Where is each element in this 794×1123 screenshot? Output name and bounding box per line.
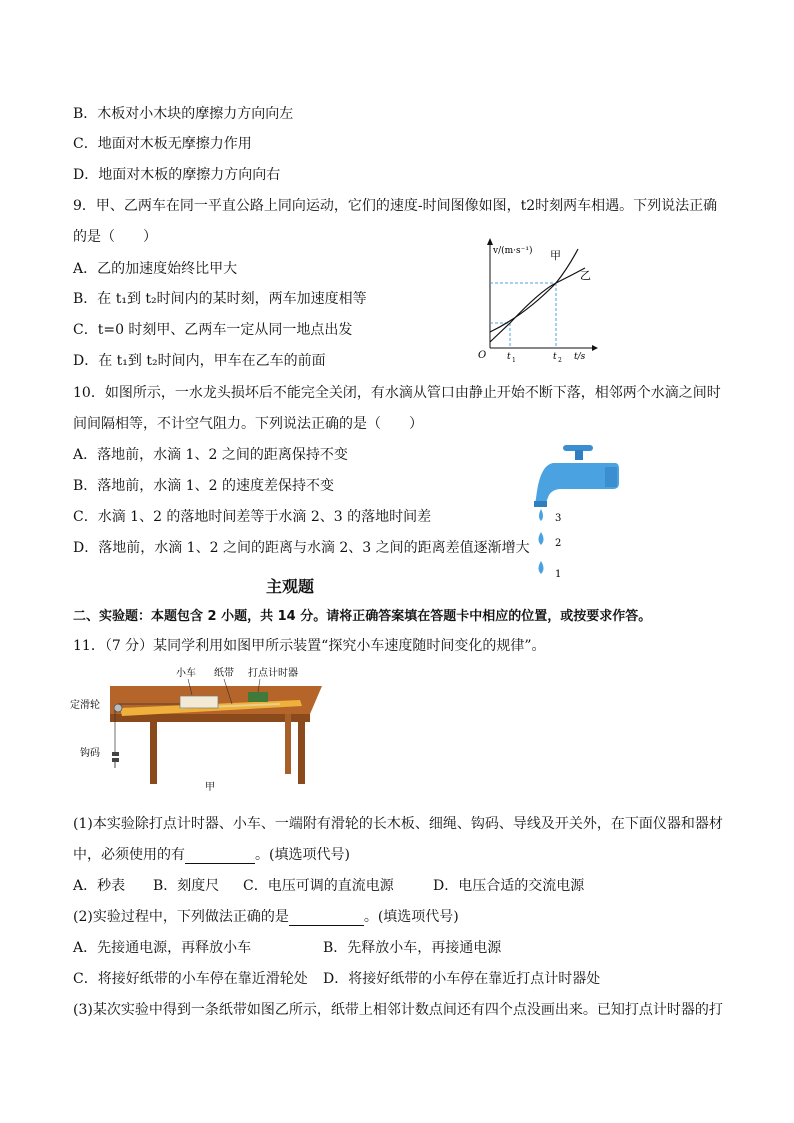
- drop-2-icon: [539, 532, 544, 545]
- section-title: 主观题: [266, 577, 315, 596]
- q10-stem-line1: 10．如图所示，一水龙头损坏后不能完全关闭，有水滴从管口由静止开始不断下落，相邻两个水滴之间时: [73, 385, 721, 401]
- q11-p1-options: [73, 877, 584, 895]
- origin-label: O: [478, 350, 487, 361]
- q10-option-d: D．落地前，水滴 1、2 之间的距离与水滴 2、3 之间的距离差值逐渐增大: [73, 540, 530, 556]
- faucet-figure: [525, 443, 625, 583]
- p2-option-d: D．将接好纸带的小车停在靠近打点计时器处: [323, 971, 601, 987]
- curve-yi: [490, 268, 585, 342]
- label-weight: 钩码: [80, 748, 100, 759]
- section-header: 二、实验题：本题包含 2 小题，共 14 分。请将正确答案填在答题卡中相应的位置，或按要求作答。: [73, 609, 652, 624]
- q8-option-b: B．木板对小木块的摩擦力方向向左: [73, 106, 294, 122]
- q11-p3: (3)某次实验中得到一条纸带如图乙所示，纸带上相邻计数点间还有四个点没画出来。已知打点计时器的打: [73, 1002, 723, 1018]
- label-car: 小车: [176, 668, 196, 679]
- answer-blank-2[interactable]: [289, 911, 364, 926]
- drop-3-icon: [539, 509, 543, 521]
- label-timer: 打点计时器: [248, 668, 298, 679]
- label-tape: 纸带: [214, 668, 234, 679]
- p2-option-b: B．先释放小车，再接通电源: [323, 940, 502, 956]
- label-jia: 甲: [550, 249, 561, 262]
- q9-option-d: D．在 t₁到 t₂时间内，甲车在乙车的前面: [73, 353, 326, 369]
- q11-p1-line2b: 。(填选项代号): [255, 847, 350, 863]
- curve-jia: [490, 249, 578, 332]
- q9-vt-graph: [470, 235, 600, 365]
- q11-p2-options-ab: [73, 939, 501, 957]
- drop-2-label: 2: [555, 538, 562, 549]
- x-axis-label: t/s: [574, 352, 586, 362]
- q11-apparatus-figure: [70, 664, 330, 796]
- q11-p1-line1: (1)本实验除打点计时器、小车、一端附有滑轮的长木板、细绳、钩码、导线及开关外，在下面仪器和器材: [73, 816, 723, 832]
- q11-p1-line2: [73, 846, 350, 864]
- drop-1-icon: [539, 561, 544, 574]
- drop-3-label: 3: [555, 513, 562, 524]
- q10-option-b: B．落地前，水滴 1、2 的速度差保持不变: [73, 478, 335, 494]
- label-pulley: 定滑轮: [70, 700, 100, 711]
- drop-1-label: 1: [555, 569, 562, 580]
- t2-sub: 2: [558, 357, 562, 364]
- q11-stem: 11．（7 分）某同学利用如图甲所示装置“探究小车速度随时间变化的规律”。: [73, 638, 546, 654]
- p1-option-c: C．电压可调的直流电源: [243, 878, 394, 894]
- p1-option-b: B．刻度尺: [153, 878, 220, 894]
- label-yi: 乙: [580, 269, 591, 282]
- answer-blank-1[interactable]: [185, 849, 255, 864]
- figure-caption: 甲: [205, 782, 215, 793]
- q9-option-b: B．在 t₁到 t₂时间内的某时刻，两车加速度相等: [73, 291, 367, 307]
- t1-label: t: [507, 352, 511, 362]
- q10-stem-line2: 间间隔相等，不计空气阻力。下列说法正确的是（ ）: [73, 416, 423, 432]
- q10-option-a: A．落地前，水滴 1、2 之间的距离保持不变: [73, 447, 348, 463]
- t1-sub: 1: [512, 357, 516, 364]
- q11-p2-options-cd: [73, 970, 600, 988]
- q8-option-c: C．地面对木板无摩擦力作用: [73, 136, 252, 152]
- p1-option-a: A．秒表: [73, 878, 126, 894]
- q9-option-a: A．乙的加速度始终比甲大: [73, 261, 238, 277]
- q9-option-c: C．t=0 时刻甲、乙两车一定从同一地点出发: [73, 322, 353, 338]
- q11-p2b: 。(填选项代号): [363, 909, 459, 925]
- q9-stem-line2: 的是（ ）: [73, 229, 157, 245]
- q11-p2: [73, 908, 459, 926]
- p1-option-d: D．电压合适的交流电源: [433, 878, 585, 894]
- y-axis-label: v/(m·s⁻¹): [493, 246, 533, 256]
- q9-stem-line1: 9．甲、乙两车在同一平直公路上同向运动，它们的速度-时间图像如图，t2时刻两车相遇。下列说法正确: [73, 198, 718, 214]
- q11-p1-line2a: 中，必须使用的有: [73, 847, 185, 863]
- p2-option-c: C．将接好纸带的小车停在靠近滑轮处: [73, 971, 308, 987]
- q10-option-c: C．水滴 1、2 的落地时间差等于水滴 2、3 的落地时间差: [73, 509, 432, 525]
- t2-label: t: [553, 352, 557, 362]
- q11-p2a: (2)实验过程中，下列做法正确的是: [73, 909, 289, 925]
- q8-option-d: D．地面对木板的摩擦力方向向右: [73, 167, 281, 183]
- p2-option-a: A．先接通电源，再释放小车: [73, 940, 252, 956]
